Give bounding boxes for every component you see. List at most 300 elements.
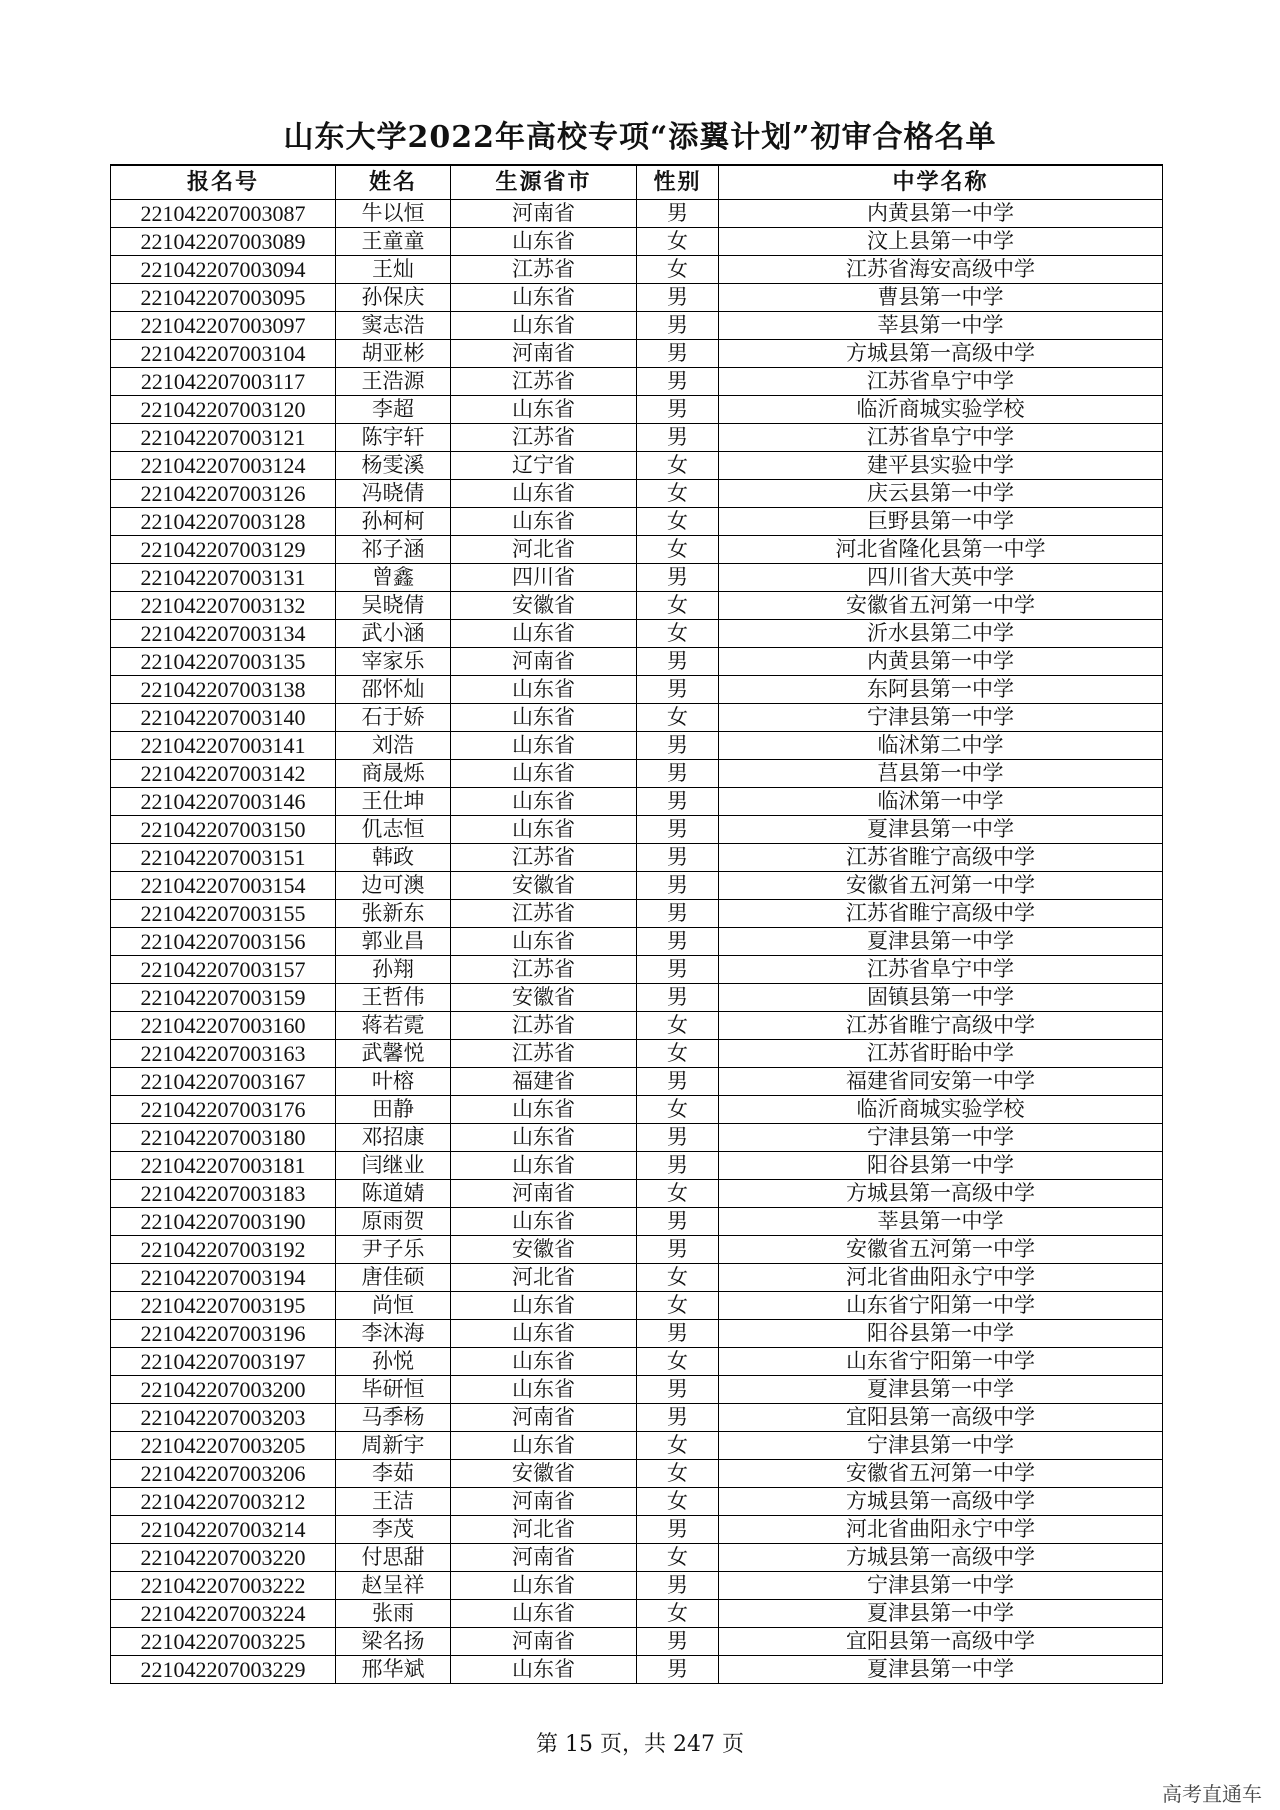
registration-no-cell: 221042207003138 [111, 675, 336, 703]
registration-no-cell: 221042207003183 [111, 1179, 336, 1207]
gender-cell: 男 [637, 1067, 719, 1095]
table-row [111, 535, 1163, 563]
applicant-table [110, 164, 1163, 1684]
table-row [111, 1095, 1163, 1123]
gender-cell: 女 [637, 227, 719, 255]
registration-no-cell: 221042207003089 [111, 227, 336, 255]
school-cell: 福建省同安第一中学 [719, 1067, 1163, 1095]
table-row [111, 1571, 1163, 1599]
province-cell: 安徽省 [451, 983, 637, 1011]
gender-cell: 男 [637, 1207, 719, 1235]
registration-no-cell: 221042207003141 [111, 731, 336, 759]
registration-no-cell: 221042207003180 [111, 1123, 336, 1151]
school-cell: 莘县第一中学 [719, 311, 1163, 339]
name-cell: 田静 [336, 1095, 451, 1123]
table-row [111, 899, 1163, 927]
province-cell: 山东省 [451, 311, 637, 339]
registration-no-cell: 221042207003181 [111, 1151, 336, 1179]
school-cell: 江苏省阜宁中学 [719, 367, 1163, 395]
gender-cell: 女 [637, 1263, 719, 1291]
school-cell: 沂水县第二中学 [719, 619, 1163, 647]
school-cell: 宁津县第一中学 [719, 1571, 1163, 1599]
province-cell: 安徽省 [451, 591, 637, 619]
gender-cell: 女 [637, 1095, 719, 1123]
gender-cell: 男 [637, 339, 719, 367]
province-cell: 山东省 [451, 675, 637, 703]
name-cell: 窦志浩 [336, 311, 451, 339]
registration-no-cell: 221042207003156 [111, 927, 336, 955]
registration-no-cell: 221042207003229 [111, 1655, 336, 1683]
province-cell: 山东省 [451, 787, 637, 815]
name-cell: 冯晓倩 [336, 479, 451, 507]
name-cell: 赵呈祥 [336, 1571, 451, 1599]
name-cell: 原雨贺 [336, 1207, 451, 1235]
table-row [111, 507, 1163, 535]
name-cell: 杨雯溪 [336, 451, 451, 479]
name-cell: 陈道婧 [336, 1179, 451, 1207]
province-cell: 河南省 [451, 1487, 637, 1515]
name-cell: 尹子乐 [336, 1235, 451, 1263]
table-row [111, 1515, 1163, 1543]
table-row [111, 1655, 1163, 1683]
school-cell: 安徽省五河第一中学 [719, 871, 1163, 899]
province-cell: 江苏省 [451, 955, 637, 983]
gender-cell: 女 [637, 703, 719, 731]
gender-cell: 男 [637, 899, 719, 927]
registration-no-cell: 221042207003192 [111, 1235, 336, 1263]
school-cell: 临沭第一中学 [719, 787, 1163, 815]
gender-cell: 女 [637, 535, 719, 563]
name-cell: 王童童 [336, 227, 451, 255]
school-cell: 安徽省五河第一中学 [719, 591, 1163, 619]
school-cell: 宁津县第一中学 [719, 703, 1163, 731]
table-header-row [111, 165, 1163, 199]
province-cell: 河南省 [451, 1627, 637, 1655]
registration-no-cell: 221042207003129 [111, 535, 336, 563]
province-cell: 山东省 [451, 1291, 637, 1319]
province-cell: 江苏省 [451, 1011, 637, 1039]
gender-cell: 男 [637, 1151, 719, 1179]
name-cell: 胡亚彬 [336, 339, 451, 367]
table-row [111, 1123, 1163, 1151]
name-cell: 吴晓倩 [336, 591, 451, 619]
gender-cell: 女 [637, 1291, 719, 1319]
name-cell: 邵怀灿 [336, 675, 451, 703]
school-cell: 江苏省睢宁高级中学 [719, 843, 1163, 871]
registration-no-cell: 221042207003151 [111, 843, 336, 871]
registration-no-cell: 221042207003094 [111, 255, 336, 283]
name-cell: 尚恒 [336, 1291, 451, 1319]
school-cell: 河北省隆化县第一中学 [719, 535, 1163, 563]
registration-no-cell: 221042207003142 [111, 759, 336, 787]
name-cell: 马季杨 [336, 1403, 451, 1431]
province-cell: 山东省 [451, 1123, 637, 1151]
registration-no-cell: 221042207003154 [111, 871, 336, 899]
column-header-gender: 性别 [637, 165, 719, 199]
registration-no-cell: 221042207003126 [111, 479, 336, 507]
table-row [111, 843, 1163, 871]
table-row [111, 703, 1163, 731]
school-cell: 江苏省盱眙中学 [719, 1039, 1163, 1067]
table-row [111, 395, 1163, 423]
table-row [111, 255, 1163, 283]
province-cell: 河南省 [451, 199, 637, 227]
table-row [111, 871, 1163, 899]
name-cell: 孙悦 [336, 1347, 451, 1375]
table-row [111, 1319, 1163, 1347]
registration-no-cell: 221042207003146 [111, 787, 336, 815]
name-cell: 曾鑫 [336, 563, 451, 591]
province-cell: 山东省 [451, 507, 637, 535]
registration-no-cell: 221042207003124 [111, 451, 336, 479]
school-cell: 江苏省海安高级中学 [719, 255, 1163, 283]
table-row [111, 367, 1163, 395]
province-cell: 河南省 [451, 647, 637, 675]
name-cell: 边可澳 [336, 871, 451, 899]
province-cell: 安徽省 [451, 871, 637, 899]
table-row [111, 1179, 1163, 1207]
gender-cell: 男 [637, 815, 719, 843]
table-row [111, 955, 1163, 983]
page-title: 山东大学2022年高校专项“添翼计划”初审合格名单 [283, 120, 997, 155]
province-cell: 江苏省 [451, 367, 637, 395]
province-cell: 山东省 [451, 479, 637, 507]
table-row [111, 1291, 1163, 1319]
gender-cell: 男 [637, 871, 719, 899]
school-cell: 庆云县第一中学 [719, 479, 1163, 507]
province-cell: 山东省 [451, 759, 637, 787]
province-cell: 山东省 [451, 227, 637, 255]
registration-no-cell: 221042207003206 [111, 1459, 336, 1487]
school-cell: 莒县第一中学 [719, 759, 1163, 787]
table-row [111, 1459, 1163, 1487]
province-cell: 山东省 [451, 1095, 637, 1123]
school-cell: 夏津县第一中学 [719, 1655, 1163, 1683]
province-cell: 江苏省 [451, 899, 637, 927]
school-cell: 夏津县第一中学 [719, 815, 1163, 843]
province-cell: 山东省 [451, 395, 637, 423]
name-cell: 王哲伟 [336, 983, 451, 1011]
name-cell: 邓招康 [336, 1123, 451, 1151]
gender-cell: 女 [637, 255, 719, 283]
gender-cell: 男 [637, 1375, 719, 1403]
province-cell: 山东省 [451, 815, 637, 843]
watermark: 高考直通车 [1162, 1782, 1262, 1806]
name-cell: 武馨悦 [336, 1039, 451, 1067]
table-row [111, 787, 1163, 815]
school-cell: 方城县第一高级中学 [719, 1487, 1163, 1515]
name-cell: 叶榕 [336, 1067, 451, 1095]
gender-cell: 女 [637, 1459, 719, 1487]
gender-cell: 男 [637, 843, 719, 871]
gender-cell: 男 [637, 423, 719, 451]
registration-no-cell: 221042207003159 [111, 983, 336, 1011]
registration-no-cell: 221042207003131 [111, 563, 336, 591]
name-cell: 牛以恒 [336, 199, 451, 227]
school-cell: 夏津县第一中学 [719, 1375, 1163, 1403]
table-row [111, 619, 1163, 647]
province-cell: 山东省 [451, 1375, 637, 1403]
province-cell: 福建省 [451, 1067, 637, 1095]
registration-no-cell: 221042207003095 [111, 283, 336, 311]
registration-no-cell: 221042207003200 [111, 1375, 336, 1403]
school-cell: 东阿县第一中学 [719, 675, 1163, 703]
gender-cell: 男 [637, 199, 719, 227]
registration-no-cell: 221042207003163 [111, 1039, 336, 1067]
name-cell: 仉志恒 [336, 815, 451, 843]
school-cell: 阳谷县第一中学 [719, 1319, 1163, 1347]
gender-cell: 男 [637, 395, 719, 423]
school-cell: 莘县第一中学 [719, 1207, 1163, 1235]
registration-no-cell: 221042207003117 [111, 367, 336, 395]
province-cell: 山东省 [451, 703, 637, 731]
province-cell: 江苏省 [451, 843, 637, 871]
name-cell: 刘浩 [336, 731, 451, 759]
province-cell: 辽宁省 [451, 451, 637, 479]
registration-no-cell: 221042207003140 [111, 703, 336, 731]
gender-cell: 男 [637, 787, 719, 815]
school-cell: 曹县第一中学 [719, 283, 1163, 311]
registration-no-cell: 221042207003220 [111, 1543, 336, 1571]
gender-cell: 男 [637, 927, 719, 955]
gender-cell: 男 [637, 1515, 719, 1543]
table-row [111, 563, 1163, 591]
column-header-name: 姓名 [336, 165, 451, 199]
gender-cell: 男 [637, 759, 719, 787]
registration-no-cell: 221042207003222 [111, 1571, 336, 1599]
table-row [111, 647, 1163, 675]
gender-cell: 女 [637, 451, 719, 479]
table-row [111, 199, 1163, 227]
registration-no-cell: 221042207003225 [111, 1627, 336, 1655]
name-cell: 李茂 [336, 1515, 451, 1543]
gender-cell: 男 [637, 1235, 719, 1263]
table-row [111, 1431, 1163, 1459]
name-cell: 蒋若霓 [336, 1011, 451, 1039]
province-cell: 河南省 [451, 339, 637, 367]
registration-no-cell: 221042207003155 [111, 899, 336, 927]
province-cell: 江苏省 [451, 255, 637, 283]
school-cell: 临沂商城实验学校 [719, 395, 1163, 423]
school-cell: 宁津县第一中学 [719, 1123, 1163, 1151]
school-cell: 方城县第一高级中学 [719, 1179, 1163, 1207]
registration-no-cell: 221042207003087 [111, 199, 336, 227]
name-cell: 祁子涵 [336, 535, 451, 563]
registration-no-cell: 221042207003104 [111, 339, 336, 367]
province-cell: 山东省 [451, 1655, 637, 1683]
province-cell: 山东省 [451, 1599, 637, 1627]
gender-cell: 男 [637, 731, 719, 759]
province-cell: 河北省 [451, 1263, 637, 1291]
name-cell: 李超 [336, 395, 451, 423]
school-cell: 固镇县第一中学 [719, 983, 1163, 1011]
name-cell: 郭业昌 [336, 927, 451, 955]
province-cell: 山东省 [451, 1151, 637, 1179]
table-row [111, 1599, 1163, 1627]
name-cell: 唐佳硕 [336, 1263, 451, 1291]
table-row [111, 311, 1163, 339]
province-cell: 四川省 [451, 563, 637, 591]
table-row [111, 283, 1163, 311]
school-cell: 临沭第二中学 [719, 731, 1163, 759]
registration-no-cell: 221042207003176 [111, 1095, 336, 1123]
table-row [111, 479, 1163, 507]
gender-cell: 女 [637, 1039, 719, 1067]
gender-cell: 女 [637, 1599, 719, 1627]
name-cell: 宰家乐 [336, 647, 451, 675]
name-cell: 张新东 [336, 899, 451, 927]
table-row [111, 675, 1163, 703]
province-cell: 山东省 [451, 1319, 637, 1347]
gender-cell: 男 [637, 647, 719, 675]
school-cell: 夏津县第一中学 [719, 927, 1163, 955]
gender-cell: 男 [637, 675, 719, 703]
table-row [111, 1347, 1163, 1375]
registration-no-cell: 221042207003190 [111, 1207, 336, 1235]
province-cell: 山东省 [451, 1431, 637, 1459]
province-cell: 山东省 [451, 1207, 637, 1235]
registration-no-cell: 221042207003134 [111, 619, 336, 647]
school-cell: 江苏省睢宁高级中学 [719, 899, 1163, 927]
gender-cell: 男 [637, 1123, 719, 1151]
registration-no-cell: 221042207003135 [111, 647, 336, 675]
table-row [111, 1151, 1163, 1179]
school-cell: 巨野县第一中学 [719, 507, 1163, 535]
school-cell: 江苏省阜宁中学 [719, 423, 1163, 451]
name-cell: 武小涵 [336, 619, 451, 647]
gender-cell: 男 [637, 1403, 719, 1431]
table-row [111, 1039, 1163, 1067]
province-cell: 山东省 [451, 731, 637, 759]
name-cell: 李茹 [336, 1459, 451, 1487]
registration-no-cell: 221042207003194 [111, 1263, 336, 1291]
table-row [111, 227, 1163, 255]
name-cell: 王浩源 [336, 367, 451, 395]
table-row [111, 451, 1163, 479]
registration-no-cell: 221042207003224 [111, 1599, 336, 1627]
table-row [111, 759, 1163, 787]
gender-cell: 男 [637, 1627, 719, 1655]
registration-no-cell: 221042207003097 [111, 311, 336, 339]
gender-cell: 女 [637, 1487, 719, 1515]
school-cell: 江苏省睢宁高级中学 [719, 1011, 1163, 1039]
school-cell: 河北省曲阳永宁中学 [719, 1515, 1163, 1543]
registration-no-cell: 221042207003203 [111, 1403, 336, 1431]
school-cell: 夏津县第一中学 [719, 1599, 1163, 1627]
school-cell: 方城县第一高级中学 [719, 1543, 1163, 1571]
school-cell: 阳谷县第一中学 [719, 1151, 1163, 1179]
table-row [111, 1207, 1163, 1235]
province-cell: 河北省 [451, 1515, 637, 1543]
registration-no-cell: 221042207003160 [111, 1011, 336, 1039]
province-cell: 山东省 [451, 1571, 637, 1599]
school-cell: 临沂商城实验学校 [719, 1095, 1163, 1123]
name-cell: 孙翔 [336, 955, 451, 983]
school-cell: 四川省大英中学 [719, 563, 1163, 591]
registration-no-cell: 221042207003132 [111, 591, 336, 619]
name-cell: 梁名扬 [336, 1627, 451, 1655]
table-row [111, 1375, 1163, 1403]
province-cell: 河南省 [451, 1179, 637, 1207]
school-cell: 安徽省五河第一中学 [719, 1459, 1163, 1487]
province-cell: 山东省 [451, 1347, 637, 1375]
gender-cell: 男 [637, 311, 719, 339]
school-cell: 宁津县第一中学 [719, 1431, 1163, 1459]
table-row [111, 339, 1163, 367]
school-cell: 宜阳县第一高级中学 [719, 1403, 1163, 1431]
gender-cell: 男 [637, 563, 719, 591]
gender-cell: 男 [637, 983, 719, 1011]
name-cell: 陈宇轩 [336, 423, 451, 451]
table-row [111, 1011, 1163, 1039]
gender-cell: 男 [637, 367, 719, 395]
school-cell: 安徽省五河第一中学 [719, 1235, 1163, 1263]
column-header-registration-no: 报名号 [111, 165, 336, 199]
gender-cell: 男 [637, 1319, 719, 1347]
province-cell: 河北省 [451, 535, 637, 563]
column-header-province: 生源省市 [451, 165, 637, 199]
registration-no-cell: 221042207003157 [111, 955, 336, 983]
registration-no-cell: 221042207003197 [111, 1347, 336, 1375]
gender-cell: 女 [637, 619, 719, 647]
province-cell: 安徽省 [451, 1459, 637, 1487]
table-row [111, 1067, 1163, 1095]
school-cell: 河北省曲阳永宁中学 [719, 1263, 1163, 1291]
name-cell: 毕研恒 [336, 1375, 451, 1403]
school-cell: 山东省宁阳第一中学 [719, 1347, 1163, 1375]
registration-no-cell: 221042207003212 [111, 1487, 336, 1515]
registration-no-cell: 221042207003128 [111, 507, 336, 535]
school-cell: 宜阳县第一高级中学 [719, 1627, 1163, 1655]
gender-cell: 男 [637, 283, 719, 311]
province-cell: 江苏省 [451, 423, 637, 451]
registration-no-cell: 221042207003205 [111, 1431, 336, 1459]
registration-no-cell: 221042207003167 [111, 1067, 336, 1095]
table-row [111, 423, 1163, 451]
column-header-school: 中学名称 [719, 165, 1163, 199]
school-cell: 江苏省阜宁中学 [719, 955, 1163, 983]
province-cell: 安徽省 [451, 1235, 637, 1263]
name-cell: 闫继业 [336, 1151, 451, 1179]
table-row [111, 731, 1163, 759]
school-cell: 汶上县第一中学 [719, 227, 1163, 255]
gender-cell: 女 [637, 1179, 719, 1207]
name-cell: 邢华斌 [336, 1655, 451, 1683]
name-cell: 孙柯柯 [336, 507, 451, 535]
name-cell: 李沐海 [336, 1319, 451, 1347]
gender-cell: 女 [637, 591, 719, 619]
province-cell: 山东省 [451, 619, 637, 647]
school-cell: 建平县实验中学 [719, 451, 1163, 479]
name-cell: 韩政 [336, 843, 451, 871]
registration-no-cell: 221042207003214 [111, 1515, 336, 1543]
province-cell: 江苏省 [451, 1039, 637, 1067]
province-cell: 山东省 [451, 927, 637, 955]
name-cell: 王洁 [336, 1487, 451, 1515]
gender-cell: 男 [637, 1655, 719, 1683]
gender-cell: 女 [637, 1347, 719, 1375]
name-cell: 周新宇 [336, 1431, 451, 1459]
registration-no-cell: 221042207003150 [111, 815, 336, 843]
registration-no-cell: 221042207003121 [111, 423, 336, 451]
table-row [111, 927, 1163, 955]
province-cell: 河南省 [451, 1403, 637, 1431]
table-row [111, 1263, 1163, 1291]
table-row [111, 983, 1163, 1011]
gender-cell: 女 [637, 479, 719, 507]
table-row [111, 1403, 1163, 1431]
gender-cell: 女 [637, 507, 719, 535]
